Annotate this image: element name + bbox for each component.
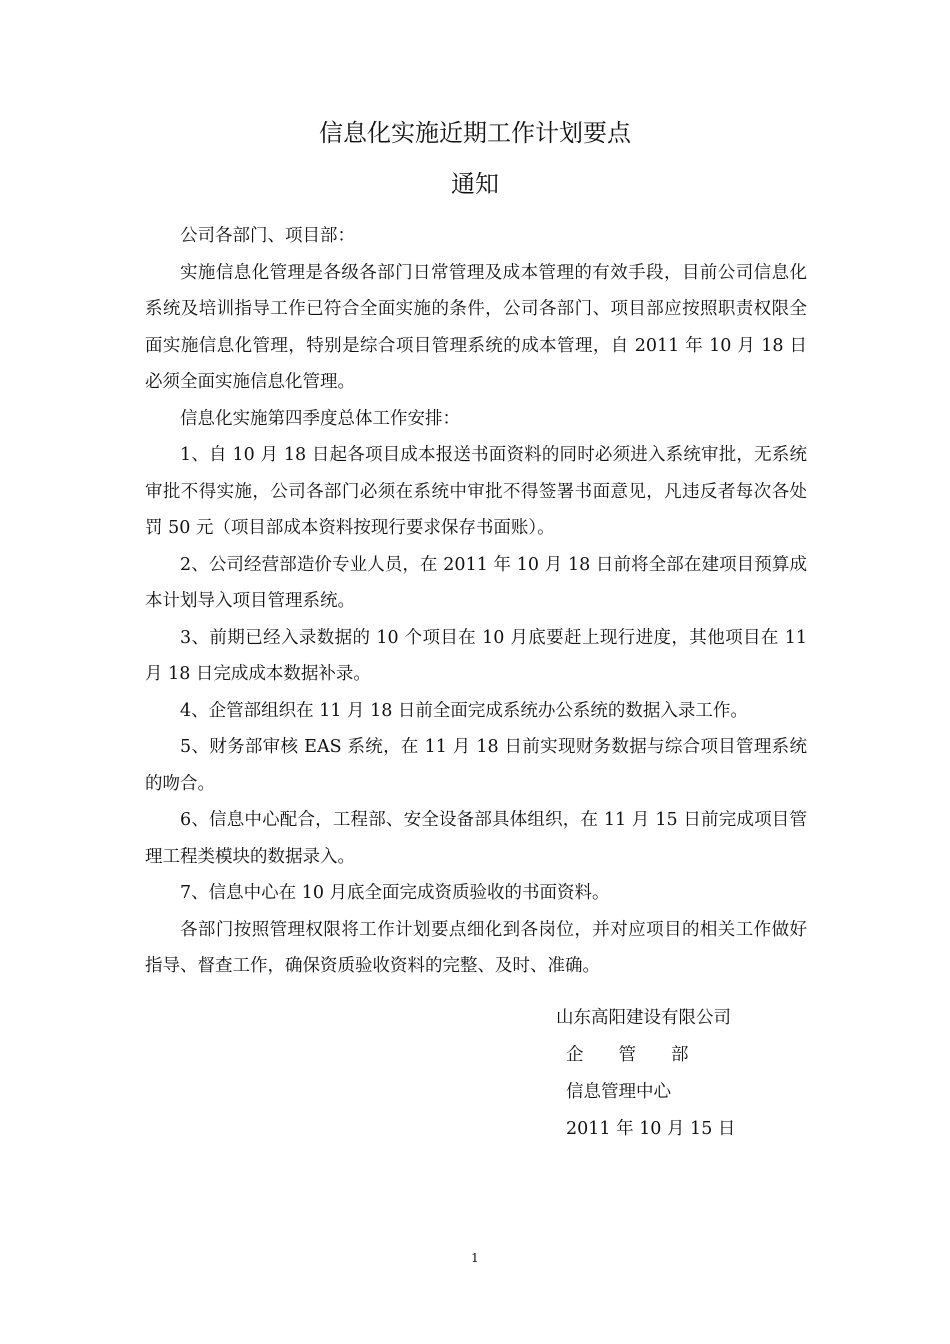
list-item-3: 3、前期已经入录数据的 10 个项目在 10 月底要赶上现行进度，其他项目在 11 月 18 日完成成本数据补录。 (145, 627, 807, 684)
document-body (145, 218, 807, 985)
document-title: 信息化实施近期工作计划要点 (319, 119, 631, 147)
signature-center: 信息管理中心 (566, 1082, 671, 1102)
signature-department: 企 管 部 (566, 1045, 689, 1065)
list-item-2: 2、公司经营部造价专业人员，在 2011 年 10 月 18 日前将全部在建项目预算成本计划导入项目管理系统。 (145, 554, 807, 611)
salutation: 公司各部门、项目部： (180, 226, 355, 246)
page-number: 1 (471, 1251, 479, 1265)
list-item-1: 1、自 10 月 18 日起各项目成本报送书面资料的同时必须进入系统审批，无系统审批不得实施，公司各部门必须在系统中审批不得签署书面意见，凡违反者每次各处罚 50 元（项目部成本资料按现行要求保存书面账）。 (145, 445, 807, 538)
signature-date: 2011 年 10 月 15 日 (566, 1119, 736, 1139)
closing-paragraph: 各部门按照管理权限将工作计划要点细化到各岗位，并对应项目的相关工作做好指导、督查工作，确保资质验收资料的完整、及时、准确。 (145, 919, 807, 976)
list-item-7: 7、信息中心在 10 月底全面完成资质验收的书面资料。 (180, 883, 610, 903)
list-item-6: 6、信息中心配合，工程部、安全设备部具体组织，在 11 月 15 日前完成项目管理工程类模块的数据录入。 (145, 810, 807, 867)
document-subtitle: 通知 (451, 170, 499, 198)
signature-company: 山东高阳建设有限公司 (556, 1008, 731, 1028)
list-item-4: 4、企管部组织在 11 月 18 日前全面完成系统办公系统的数据入录工作。 (180, 700, 748, 721)
list-item-5: 5、财务部审核 EAS 系统，在 11 月 18 日前实现财务数据与综合项目管理系统的吻合。 (145, 737, 807, 794)
intro-paragraph: 实施信息化管理是各级各部门日常管理及成本管理的有效手段，目前公司信息化系统及培训指导工作已符合全面实施的条件，公司各部门、项目部应按照职责权限全面实施信息化管理，特别是综合项目管理系统的成本管理，自 2011 年 10 月 18 日必须全面实施信息化管理。 (145, 262, 807, 392)
schedule-heading: 信息化实施第四季度总体工作安排： (180, 408, 460, 429)
